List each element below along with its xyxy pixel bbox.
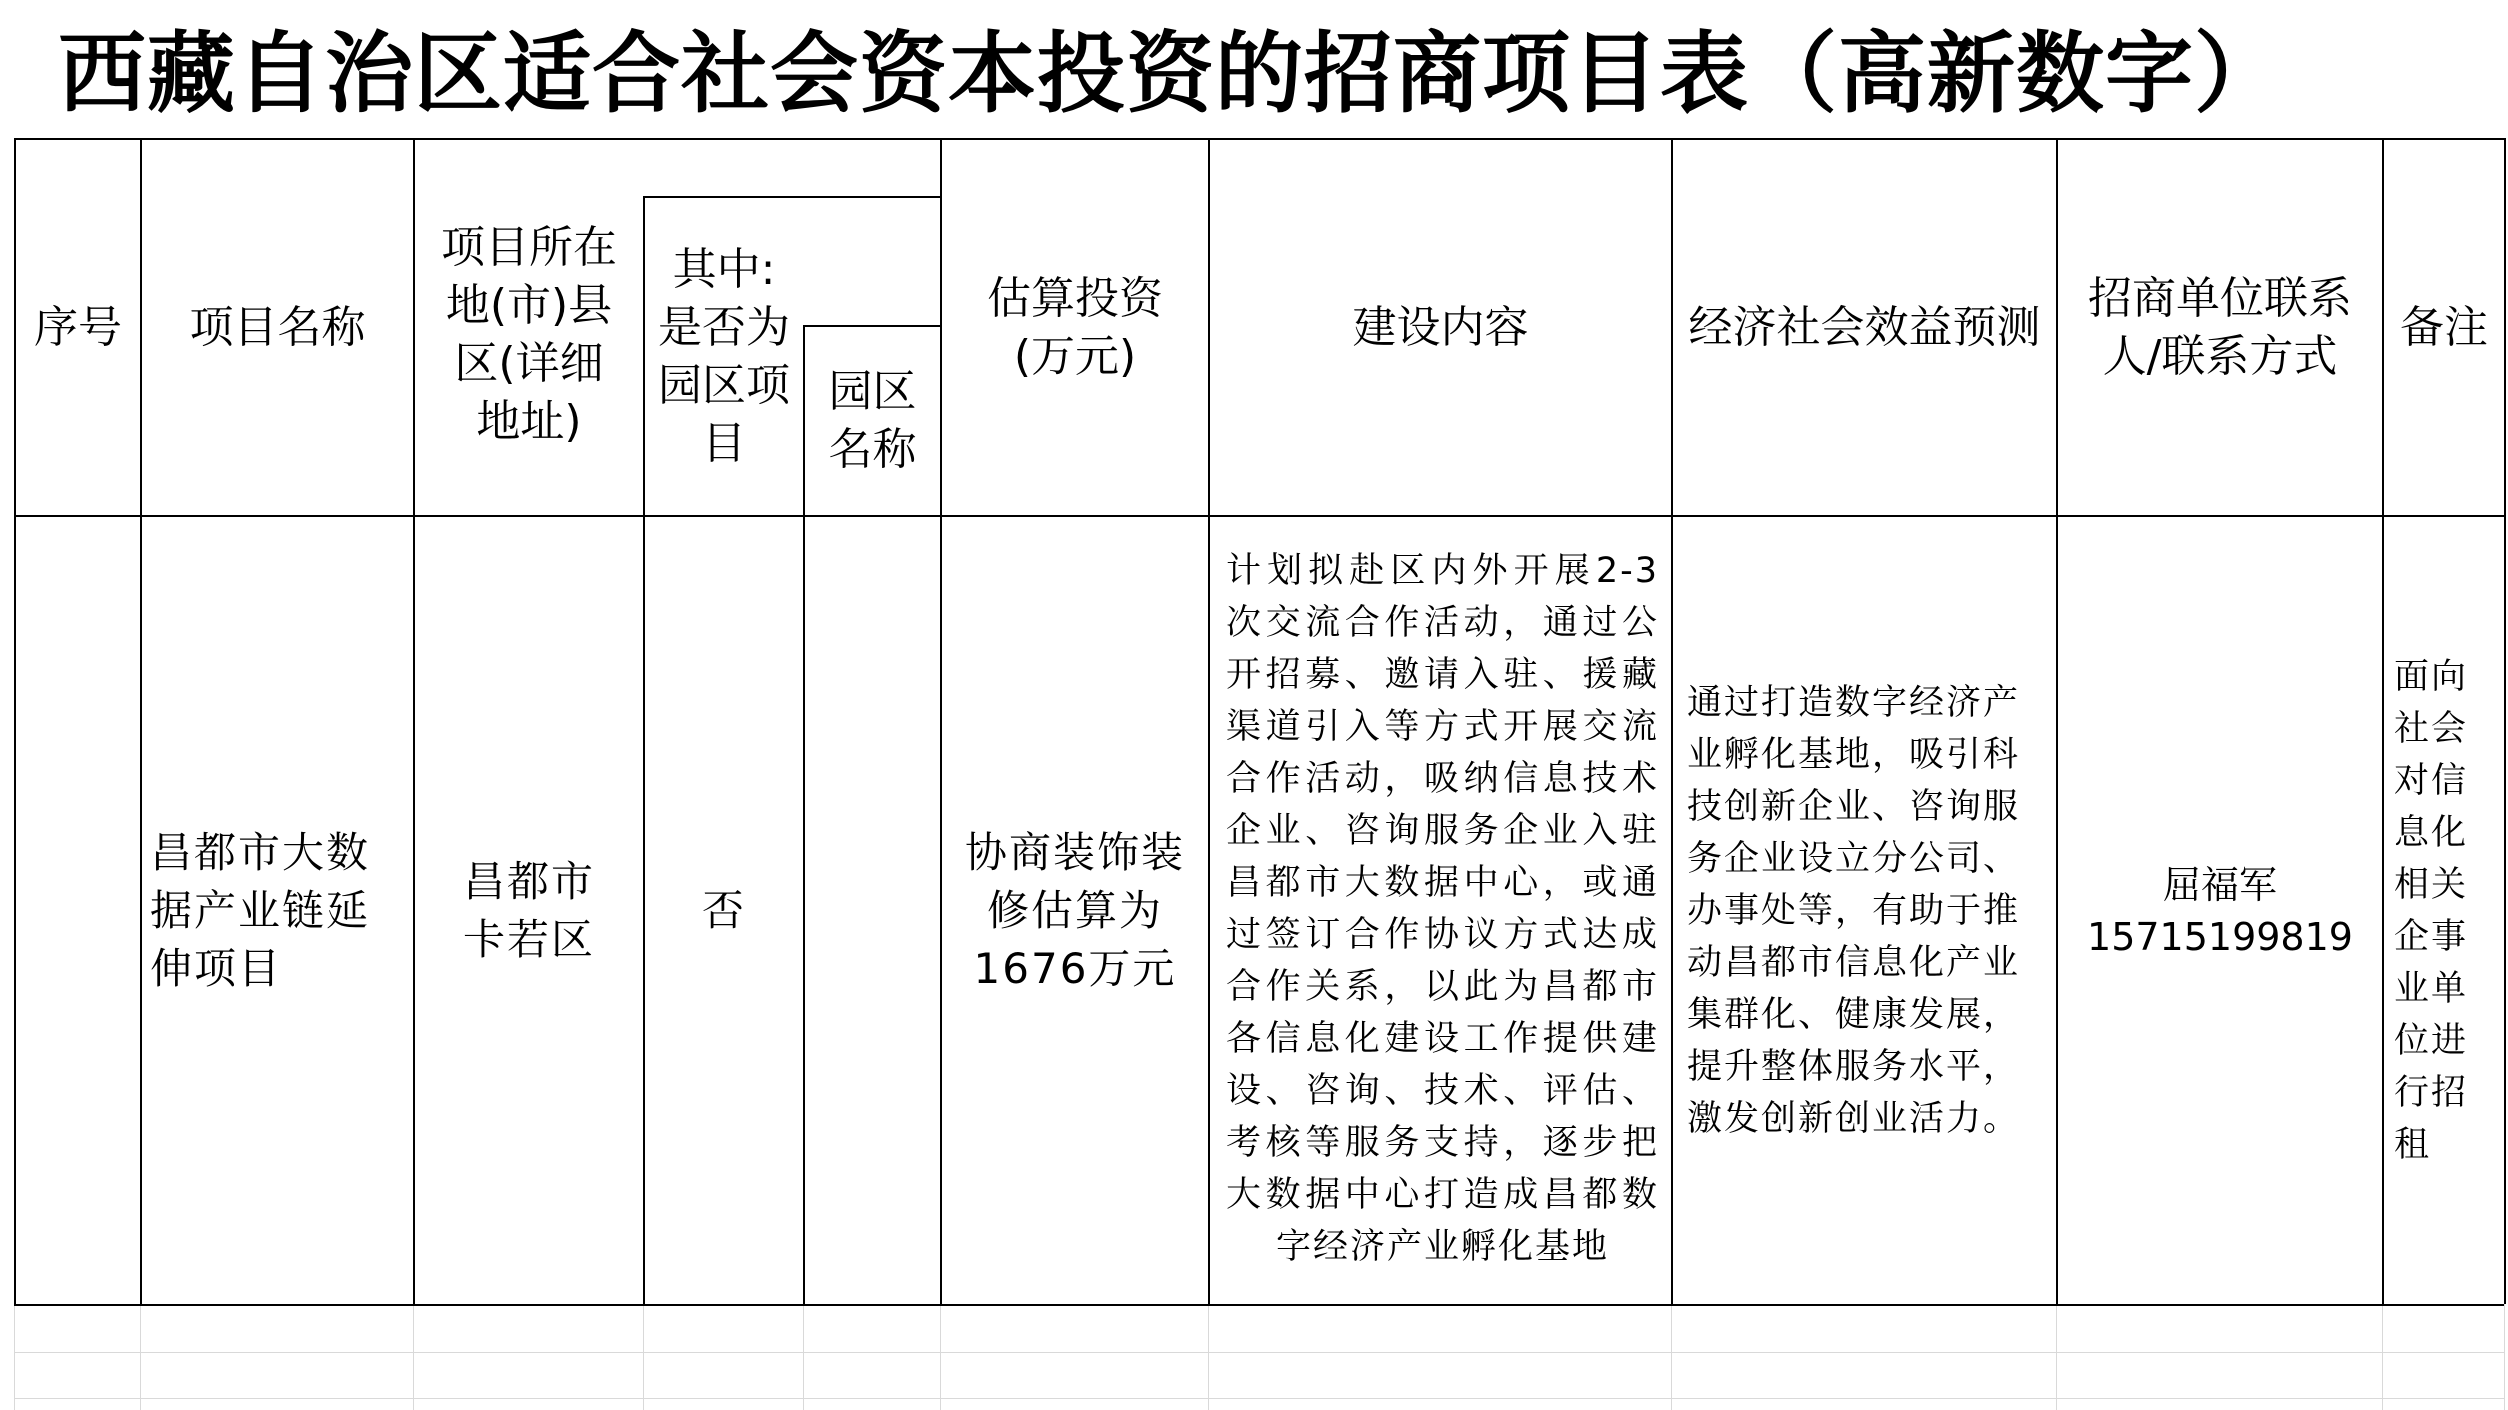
gridline [140, 1304, 141, 1410]
row-remarks: 面向社会对信息化相关企事业单位进行招租 [2394, 656, 2469, 1165]
header-content: 建设内容 [1352, 301, 1529, 353]
row-is-park: 否 [701, 885, 746, 935]
row-benefit [1673, 517, 2056, 1304]
gridline [14, 1398, 2504, 1399]
contact-phone: 15715199819 [2087, 914, 2353, 959]
header-park-name: 园区名称 [828, 366, 917, 475]
gridline [413, 1304, 414, 1410]
row-benefit-text: 通过打造数字经济产业孵化基地，吸引科技创新企业、咨询服务企业设立分公司、办事处等，有助于推动昌都市信息化产业集群化、健康发展，提升整体服务水平，激发创新创业活力。 [1687, 682, 2021, 1139]
row-content-text: 计划拟赴区内外开展2-3次交流合作活动，通过公开招募、邀请入驻、援藏渠道引入等方式开展交流合作活动，吸纳信息技术企业、咨询服务企业入驻昌都市大数据中心，或通过签订合作协议方式达成合作关系，以此为昌都市各信息化建设工作提供建设、咨询、技术、评估、考核等服务支持，逐步把大数据中心打造成昌都数字经济产业孵化基地 [1226, 551, 1659, 1267]
row-contact [2058, 517, 2382, 1304]
row-project-name: 昌都市大数据产业链延伸项目 [150, 827, 371, 993]
table-bottom-border [14, 1304, 2504, 1306]
header-is-park: 其中:是否为园区项目 [658, 243, 790, 469]
header-seq: 序号 [34, 301, 122, 353]
gridline [1208, 1304, 1209, 1410]
gridline [14, 1304, 15, 1410]
row-location: 昌都市卡若区 [462, 856, 595, 964]
row-content [1210, 517, 1671, 1304]
header-project-name: 项目名称 [189, 301, 366, 353]
row-seq [16, 517, 140, 1304]
gridline [803, 1304, 804, 1410]
table-right-border [2504, 138, 2506, 1304]
gridline [643, 1304, 644, 1410]
header-location: 项目所在地(市)县区(详细地址) [441, 222, 617, 447]
gridline [2504, 1304, 2505, 1410]
gridline [14, 1352, 2504, 1353]
header-benefit: 经济社会效益预测 [1688, 301, 2041, 353]
row-park-name [805, 517, 940, 1304]
contact-name: 屈福军 [2162, 862, 2277, 907]
header-remarks: 备注 [2400, 301, 2488, 353]
header-investment: 估算投资(万元) [987, 272, 1163, 382]
gridline [940, 1304, 941, 1410]
header-contact: 招商单位联系人/联系方式 [2088, 272, 2352, 382]
gridline [2382, 1304, 2383, 1410]
gridline [2056, 1304, 2057, 1410]
sheet-title: 西藏自治区适合社会资本投资的招商项目表（高新数字） [58, 22, 2284, 125]
row-investment: 协商装饰装修估算为1676万元 [964, 827, 1185, 993]
gridline [1671, 1304, 1672, 1410]
